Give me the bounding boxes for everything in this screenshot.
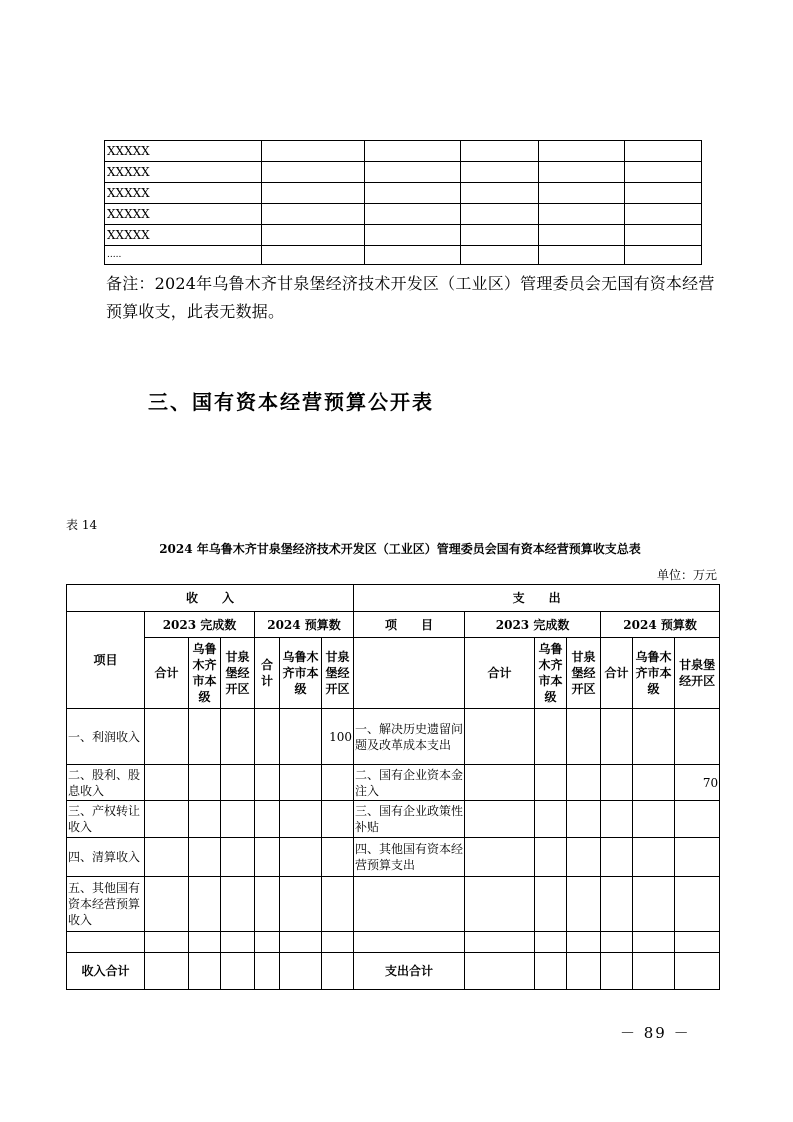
income-item: 四、清算收入: [67, 838, 145, 877]
expense-budget-gqb-value: [675, 877, 720, 932]
header-row: [67, 612, 720, 638]
expense-budget-total-header: 合计: [601, 638, 633, 709]
row-label: XXXXX: [105, 204, 262, 225]
income-item-header: 项目: [67, 612, 145, 709]
unit-label: 单位：万元: [656, 568, 717, 582]
income-item: 五、其他国有资本经营预算收入: [67, 877, 145, 932]
row-label: .....: [105, 246, 262, 265]
expense-budget-gqb-value: [675, 801, 720, 838]
table-row: [105, 225, 702, 246]
header-row: [67, 585, 720, 612]
expense-item-header: 项 目: [354, 612, 465, 638]
expense-item: 一、解决历史遗留问题及改革成本支出: [354, 709, 465, 765]
income-budget-gqb-header: 甘泉堡经开区: [322, 638, 354, 709]
income-header: 收 入: [67, 585, 354, 612]
income-done-city-header: 乌鲁木齐市本级: [189, 638, 221, 709]
income-budget-gqb-value: [322, 838, 354, 877]
income-budget-gqb-value: [322, 801, 354, 838]
expense-item: 四、其他国有资本经营预算支出: [354, 838, 465, 877]
income-item: 二、股利、股息收入: [67, 765, 145, 801]
expense-item: 二、国有企业资本金注入: [354, 765, 465, 801]
income-budget-total-header: 合计: [255, 638, 280, 709]
table-row: [105, 183, 702, 204]
expense-header: 支 出: [354, 585, 720, 612]
row-label: XXXXX: [105, 183, 262, 204]
expense-total-label: 支出合计: [354, 953, 465, 990]
budget-summary-table: [66, 584, 720, 990]
expense-budget-gqb-value: 70: [675, 765, 720, 801]
income-done-2023-header: 2023 完成数: [145, 612, 255, 638]
income-item: 三、产权转让收入: [67, 801, 145, 838]
expense-done-city-header: 乌鲁木齐市本级: [535, 638, 567, 709]
expense-item: 三、国有企业政策性补贴: [354, 801, 465, 838]
table-row: [67, 801, 720, 838]
expense-done-gqb-header: 甘泉堡经开区: [567, 638, 601, 709]
income-budget-gqb-value: 100: [322, 709, 354, 765]
table-row: [67, 765, 720, 801]
table-title: 2024 年乌鲁木齐甘泉堡经济技术开发区（工业区）管理委员会国有资本经营预算收支总表: [159, 542, 641, 556]
expense-budget-gqb-value: [675, 838, 720, 877]
income-item: 一、利润收入: [67, 709, 145, 765]
table-row: [105, 141, 702, 162]
table-row: [105, 162, 702, 183]
expense-done-total-header: 合计: [465, 638, 535, 709]
income-done-gqb-header: 甘泉堡经开区: [221, 638, 255, 709]
expense-item: [354, 877, 465, 932]
header-row: [67, 638, 720, 709]
table-row: [67, 838, 720, 877]
income-budget-gqb-value: [322, 765, 354, 801]
table-label: 表 14: [66, 518, 98, 532]
income-done-total-header: 合计: [145, 638, 189, 709]
row-label: XXXXX: [105, 141, 262, 162]
expense-budget-2024-header: 2024 预算数: [601, 612, 720, 638]
total-row: [67, 953, 720, 990]
table-row: [67, 709, 720, 765]
row-label: XXXXX: [105, 162, 262, 183]
expense-budget-gqb-value: [675, 709, 720, 765]
remark-text: 备注：2024年乌鲁木齐甘泉堡经济技术开发区（工业区）管理委员会无国有资本经营预算收支，此表无数据。: [106, 274, 715, 321]
table-row: [105, 204, 702, 225]
table-row: [67, 877, 720, 932]
income-total-label: 收入合计: [67, 953, 145, 990]
page-number: － 89 －: [620, 1024, 691, 1042]
row-label: XXXXX: [105, 225, 262, 246]
section-title: 三、国有资本经营预算公开表: [148, 390, 434, 414]
table-row: [67, 932, 720, 953]
expense-budget-gqb-header: 甘泉堡经开区: [675, 638, 720, 709]
continued-table: [104, 140, 702, 265]
income-budget-2024-header: 2024 预算数: [255, 612, 354, 638]
table-row: [105, 246, 702, 265]
expense-done-2023-header: 2023 完成数: [465, 612, 601, 638]
expense-budget-city-header: 乌鲁木齐市本级: [633, 638, 675, 709]
income-budget-gqb-value: [322, 877, 354, 932]
income-budget-city-header: 乌鲁木齐市本级: [280, 638, 322, 709]
